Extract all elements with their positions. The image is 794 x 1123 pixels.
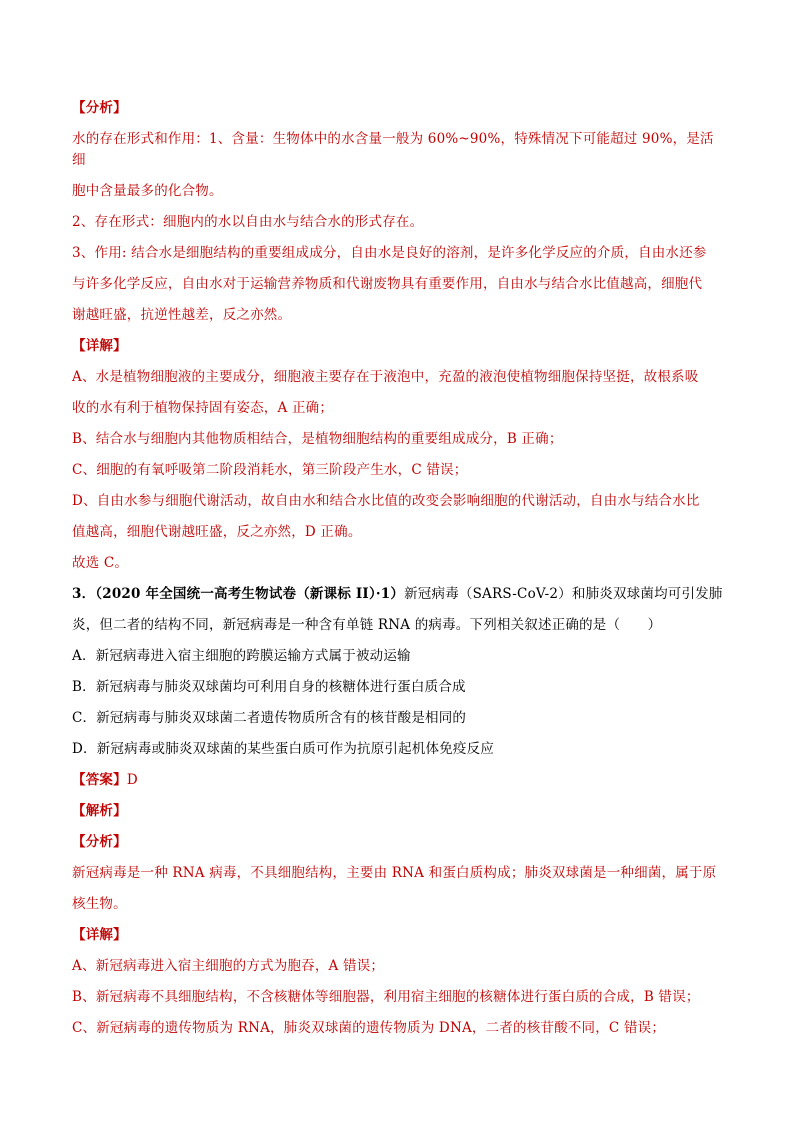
analysis-line: 胞中含量最多的化合物。	[72, 183, 223, 199]
detail-line: C、新冠病毒的遗传物质为 RNA，肺炎双球菌的遗传物质为 DNA，二者的核苷酸不同，C 错误；	[72, 1020, 666, 1036]
detail-label: 【详解】	[72, 338, 127, 354]
question-stem-text: 新冠病毒（SARS-CoV-2）和肺炎双球菌均可引发肺	[404, 586, 723, 602]
detail-line: 故选 C。	[72, 555, 129, 571]
analysis-label: 【分析】	[72, 100, 127, 116]
analysis-line: 2、存在形式：细胞内的水以自由水与结合水的形式存在。	[72, 214, 424, 230]
detail-line: A、新冠病毒进入宿主细胞的方式为胞吞，A 错误；	[72, 958, 385, 974]
detail-label: 【详解】	[72, 927, 127, 943]
answer-value: D	[126, 772, 138, 788]
document-page	[72, 98, 724, 1049]
option-b: B．新冠病毒与肺炎双球菌均可利用自身的核糖体进行蛋白质合成	[72, 679, 466, 695]
option-a: A．新冠病毒进入宿主细胞的跨膜运输方式属于被动运输	[72, 648, 411, 664]
explain-label: 【解析】	[72, 803, 127, 819]
analysis-line: 核生物。	[72, 896, 127, 912]
detail-line: 值越高，细胞代谢越旺盛，反之亦然，D 正确。	[72, 524, 362, 540]
detail-line: A、水是植物细胞液的主要成分，细胞液主要存在于液泡中，充盈的液泡使植物细胞保持坚挺，故根系吸	[72, 369, 699, 385]
answer-line	[72, 770, 724, 791]
analysis-line: 与许多化学反应，自由水对于运输营养物质和代谢废物具有重要作用，自由水与结合水比值越高，细胞代	[72, 276, 703, 292]
answer-label: 【答案】	[72, 772, 127, 788]
detail-line: D、自由水参与细胞代谢活动，故自由水和结合水比值的改变会影响细胞的代谢活动，自由水与结合水比	[72, 493, 700, 509]
option-d: D．新冠病毒或肺炎双球菌的某些蛋白质可作为抗原引起机体免疫反应	[72, 741, 495, 757]
analysis-line: 3、作用: 结合水是细胞结构的重要组成成分，自由水是良好的溶剂，是许多化学反应的介质，自由水还参	[72, 245, 707, 261]
question-source: （2020 年全国统一高考生物试卷（新课标 II）·1）	[95, 586, 405, 602]
analysis-line: 水的存在形式和作用：1、含量：生物体中的水含量一般为 60%~90%，特殊情况下可能超过 90%，是活细	[72, 131, 714, 168]
question-stem-line: 炎，但二者的结构不同，新冠病毒是一种含有单链 RNA 的病毒。下列相关叙述正确的是（ ）	[72, 617, 662, 633]
detail-line: C、细胞的有氧呼吸第二阶段消耗水，第三阶段产生水，C 错误；	[72, 462, 468, 478]
question-stem	[72, 584, 724, 605]
detail-line: B、新冠病毒不具细胞结构，不含核糖体等细胞器，利用宿主细胞的核糖体进行蛋白质的合成，B 错误；	[72, 989, 700, 1005]
analysis-line: 新冠病毒是一种 RNA 病毒，不具细胞结构，主要由 RNA 和蛋白质构成；肺炎双球菌是一种细菌，属于原	[72, 865, 717, 881]
detail-line: 收的水有利于植物保持固有姿态，A 正确；	[72, 400, 334, 416]
question-number: 3．	[72, 586, 96, 602]
analysis-line: 谢越旺盛，抗逆性越差，反之亦然。	[72, 307, 292, 323]
detail-line: B、结合水与细胞内其他物质相结合，是植物细胞结构的重要组成成分，B 正确；	[72, 431, 563, 447]
analysis-label: 【分析】	[72, 834, 127, 850]
option-c: C．新冠病毒与肺炎双球菌二者遗传物质所含有的核苷酸是相同的	[72, 710, 467, 726]
